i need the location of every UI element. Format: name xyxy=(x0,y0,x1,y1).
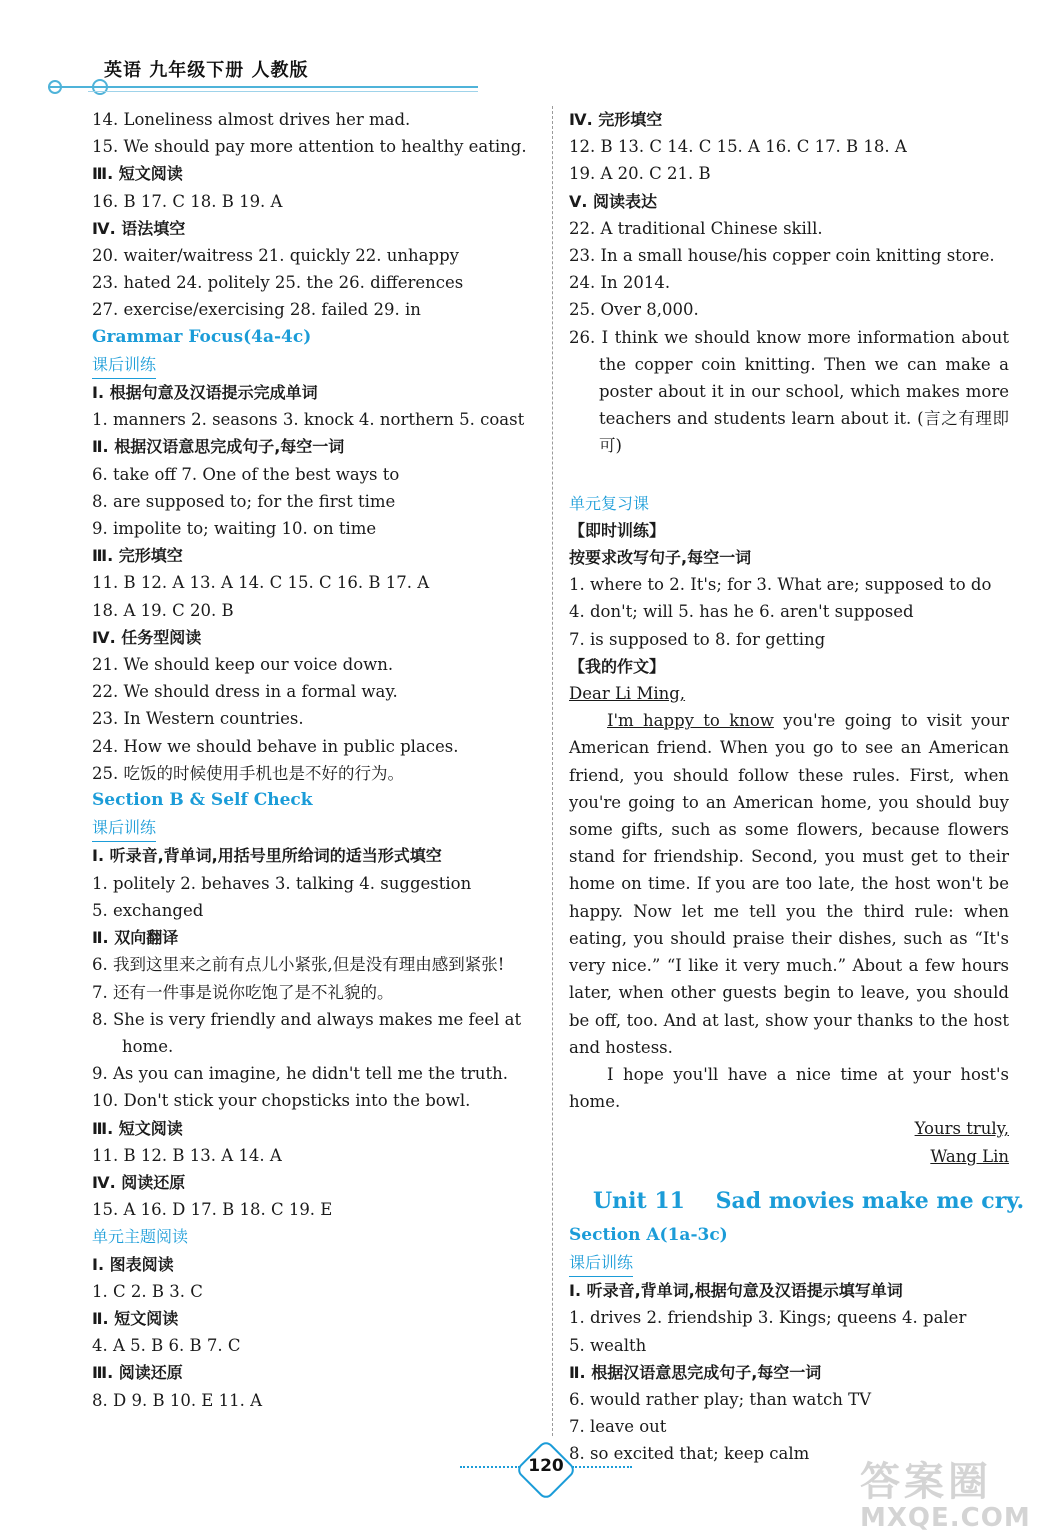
column-divider xyxy=(552,106,553,1436)
answer-line: 8. so excited that; keep calm xyxy=(569,1444,810,1464)
practice-label-row xyxy=(569,1249,1009,1277)
letter-signature: Wang Lin xyxy=(930,1146,1009,1166)
right-column xyxy=(569,106,1025,1468)
answer-line: 7. leave out xyxy=(569,1417,667,1437)
answer-line: 8. D 9. B 10. E 11. A xyxy=(92,1390,262,1410)
section-heading: Ⅰ. 听录音,背单词,用括号里所给词的适当形式填空 xyxy=(92,846,442,866)
answer-line: 22. We should dress in a formal way. xyxy=(92,682,398,702)
answer-line: 15. We should pay more attention to healthy eating. xyxy=(92,137,527,157)
answer-line: 20. waiter/waitress 21. quickly 22. unhappy xyxy=(92,246,459,266)
answer-line: 7. is supposed to 8. for getting xyxy=(569,629,826,649)
practice-label: 课后训练 xyxy=(92,351,156,379)
practice-label-row xyxy=(92,351,537,379)
page-header xyxy=(48,52,478,96)
answer-line: 8. She is very friendly and always makes me feel at home. xyxy=(92,1009,522,1056)
answer-line: 16. B 17. C 18. B 19. A xyxy=(92,191,283,211)
header-rule xyxy=(48,86,478,88)
essay-lead-phrase: I'm happy to know xyxy=(607,711,774,731)
answer-line: 10. Don't stick your chopsticks into the bowl. xyxy=(92,1091,471,1111)
letter-salutation: Dear Li Ming, xyxy=(569,684,686,704)
answer-line: 24. How we should behave in public places. xyxy=(92,736,459,756)
answer-line: 4. A 5. B 6. B 7. C xyxy=(92,1336,241,1356)
answer-line: 23. In Western countries. xyxy=(92,709,304,729)
spacer xyxy=(569,460,1009,490)
answer-paragraph: 26. I think we should know more information about the copper coin knitting. Then we can make a poster about it in our school, which makes more teachers and students learn about it. (言之有理即可) xyxy=(569,327,1009,456)
section-title: Section B & Self Check xyxy=(92,790,313,811)
book-title: 英语 九年级下册 人教版 xyxy=(104,60,309,81)
watermark-chinese: 答案圈 xyxy=(860,1459,992,1505)
answer-line: 7. 还有一件事是说你吃饱了是不礼貌的。 xyxy=(92,982,394,1002)
answer-line: 8. are supposed to; for the first time xyxy=(92,491,396,511)
answer-line: 1. manners 2. seasons 3. knock 4. northern 5. coast xyxy=(92,410,525,430)
answer-line: 6. take off 7. One of the best ways to xyxy=(92,464,400,484)
page-footer xyxy=(450,1448,640,1488)
answer-line: 1. politely 2. behaves 3. talking 4. suggestion xyxy=(92,873,472,893)
section-heading: Ⅰ. 图表阅读 xyxy=(92,1254,174,1274)
essay-closing: I hope you'll have a nice time at your host's home. xyxy=(569,1064,1009,1112)
answer-line: 27. exercise/exercising 28. failed 29. in xyxy=(92,300,421,320)
answer-line: 4. don't; will 5. has he 6. aren't supposed xyxy=(569,602,914,622)
watermark-url: MXQE.COM xyxy=(860,1503,1031,1533)
answer-line: 22. A traditional Chinese skill. xyxy=(569,218,823,238)
answer-line: 5. wealth xyxy=(569,1335,647,1355)
section-heading: Ⅲ. 短文阅读 xyxy=(92,164,183,184)
answer-line: 15. A 16. D 17. B 18. C 19. E xyxy=(92,1200,333,1220)
practice-label: 课后训练 xyxy=(92,814,156,842)
answer-line: 1. C 2. B 3. C xyxy=(92,1281,203,1301)
essay-body xyxy=(569,707,1009,1061)
answer-line: 1. drives 2. friendship 3. Kings; queens 4. paler xyxy=(569,1308,967,1328)
practice-label-row xyxy=(92,814,537,842)
section-heading: Ⅲ. 短文阅读 xyxy=(92,1118,183,1138)
answer-line: 24. In 2014. xyxy=(569,273,671,293)
lesson-title: 单元主题阅读 xyxy=(92,1227,189,1247)
section-heading: Ⅲ. 完形填空 xyxy=(92,546,183,566)
answer-line: 14. Loneliness almost drives her mad. xyxy=(92,110,411,129)
page-number: 120 xyxy=(528,1456,564,1476)
section-heading: Ⅳ. 完形填空 xyxy=(569,110,663,129)
section-heading: Ⅰ. 听录音,背单词,根据句意及汉语提示填写单词 xyxy=(569,1281,903,1301)
section-heading: Ⅳ. 语法填空 xyxy=(92,218,186,238)
answer-line: 19. A 20. C 21. B xyxy=(569,164,711,184)
answer-line: 5. exchanged xyxy=(92,900,204,920)
answer-line: 6. would rather play; than watch TV xyxy=(569,1389,872,1409)
essay-text: you're going to visit your American friend. When you go to see an American friend, you should follow these rules. First, when you're going to an American home, you should buy some gifts, such as some flowers, because flowers stand for friendship. Second, you must get to their home on time. If you are too late, the host won't be happy. Now let me tell you the third rule: when eating, you should praise their dishes, such as “It's very nice.” “I like it very much.” About a few hours later, when other guests begin to leave, you should be off, too. And at last, show your thanks to the host and hostess. xyxy=(569,711,1009,1057)
section-heading: Ⅳ. 阅读还原 xyxy=(92,1172,186,1192)
section-title: Grammar Focus(4a-4c) xyxy=(92,326,312,347)
section-heading: 【我的作文】 xyxy=(569,656,666,676)
footer-dots-left xyxy=(460,1466,520,1468)
answer-line: 1. where to 2. It's; for 3. What are; supposed to do xyxy=(569,575,992,595)
section-heading: Ⅳ. 任务型阅读 xyxy=(92,627,202,647)
header-rule-thin xyxy=(88,91,478,92)
answer-line: 12. B 13. C 14. C 15. A 16. C 17. B 18. A xyxy=(569,137,907,157)
answer-line: 9. impolite to; waiting 10. on time xyxy=(92,519,377,539)
section-heading: Ⅱ. 双向翻译 xyxy=(92,928,179,948)
answer-line: 25. 吃饭的时候使用手机也是不好的行为。 xyxy=(92,763,404,783)
section-heading: Ⅴ. 阅读表达 xyxy=(569,191,658,211)
lesson-title: 单元复习课 xyxy=(569,493,650,513)
answer-line: 21. We should keep our voice down. xyxy=(92,655,394,675)
section-heading: Ⅰ. 根据句意及汉语提示完成单词 xyxy=(92,383,318,403)
left-column xyxy=(92,106,537,1414)
section-heading: Ⅱ. 短文阅读 xyxy=(92,1308,179,1328)
section-heading: Ⅱ. 根据汉语意思完成句子,每空一词 xyxy=(569,1362,822,1382)
answer-line: 23. hated 24. politely 25. the 26. differences xyxy=(92,273,464,293)
section-heading: Ⅲ. 阅读还原 xyxy=(92,1363,183,1383)
practice-label: 课后训练 xyxy=(569,1249,633,1277)
letter-signature: Yours truly, xyxy=(914,1119,1009,1139)
section-title: Section A(1a-3c) xyxy=(569,1224,728,1245)
answer-line: 18. A 19. C 20. B xyxy=(92,600,234,620)
footer-dots-right xyxy=(572,1466,632,1468)
section-heading: 按要求改写句子,每空一词 xyxy=(569,548,752,568)
section-heading: Ⅱ. 根据汉语意思完成句子,每空一词 xyxy=(92,437,345,457)
answer-line: 23. In a small house/his copper coin knitting store. xyxy=(569,246,995,266)
answer-line: 11. B 12. B 13. A 14. A xyxy=(92,1145,282,1165)
answer-line: 11. B 12. A 13. A 14. C 15. C 16. B 17. A xyxy=(92,573,430,593)
site-watermark xyxy=(860,1450,1040,1533)
answer-line: 9. As you can imagine, he didn't tell me the truth. xyxy=(92,1064,509,1084)
section-heading: 【即时训练】 xyxy=(569,520,666,540)
answer-line: 25. Over 8,000. xyxy=(569,300,699,320)
unit-title: Unit 11 Sad movies make me cry. xyxy=(593,1187,1025,1214)
answer-line: 6. 我到这里来之前有点儿小紧张,但是没有理由感到紧张! xyxy=(92,955,505,975)
